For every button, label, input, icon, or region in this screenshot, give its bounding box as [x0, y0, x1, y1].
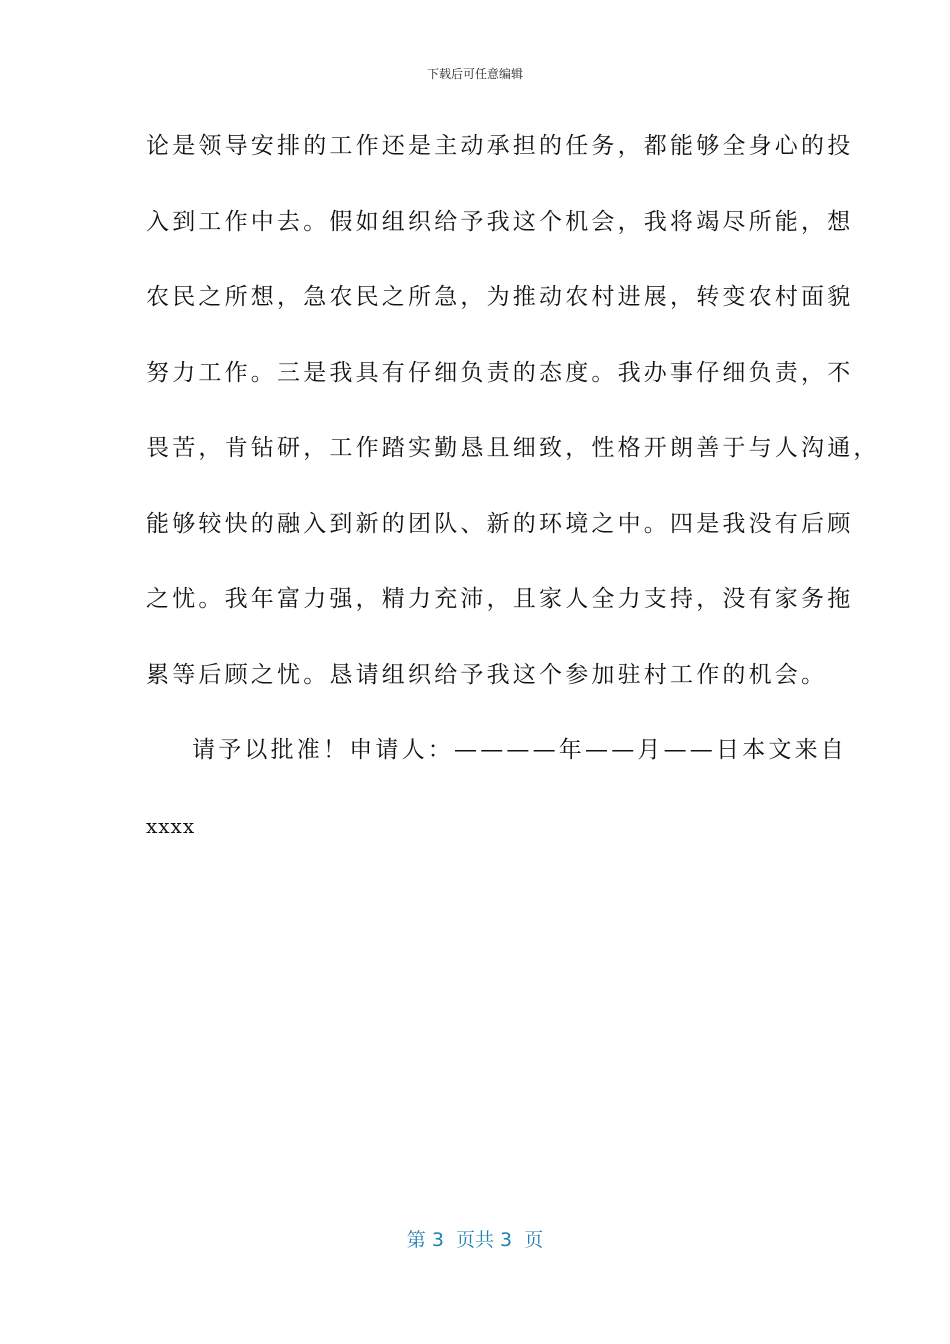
body-line: 累等后顾之忧。恳请组织给予我这个参加驻村工作的机会。	[146, 661, 828, 688]
body-line: 畏苦，肯钻研，工作踏实勤恳且细致，性格开朗善于与人沟通，	[146, 435, 880, 461]
body-line: 论是领导安排的工作还是主动承担的任务，都能够全身心的投	[146, 133, 854, 159]
body-line: 入到工作中去。假如组织给予我这个机会，我将竭尽所能，想	[146, 208, 854, 235]
body-line: 努力工作。三是我具有仔细负责的态度。我办事仔细负责，不	[146, 359, 854, 386]
source-line: xxxx	[146, 813, 196, 838]
document-body	[146, 126, 880, 881]
body-line: 之忧。我年富力强，精力充沛，且家人全力支持，没有家务拖	[146, 586, 854, 612]
body-line: 农民之所想，急农民之所急，为推动农村进展，转变农村面貌	[146, 284, 854, 310]
approval-request-line: 请予以批准！申请人：————年——月——日本文来自	[192, 737, 847, 763]
page-number-footer: 第 3 页共 3 页	[406, 1229, 544, 1251]
page-header: 下载后可任意编辑	[426, 67, 523, 81]
body-line: 能够较快的融入到新的团队、新的环境之中。四是我没有后顾	[146, 510, 854, 537]
